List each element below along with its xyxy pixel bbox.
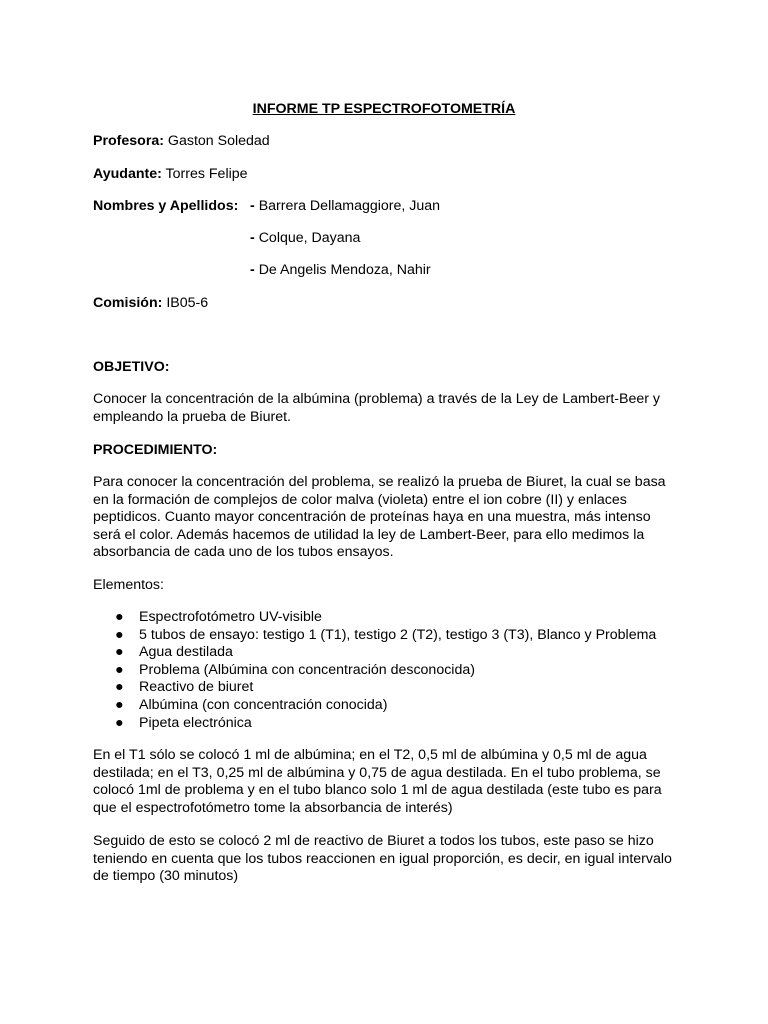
paragraph-line: de tiempo (30 minutos) [93,868,239,885]
list-item-text: Pipeta electrónica [139,714,252,731]
paragraph-line: En el T1 sólo se colocó 1 ml de albúmina; en el T2, 0,5 ml de albúmina y 0,5 ml de agua [93,747,647,763]
list-item [93,609,656,627]
list-item [93,644,656,662]
bullet-icon: ● [115,696,124,713]
comision-value: IB05-6 [166,295,209,311]
bullet-icon: ● [115,626,124,643]
paragraph-line: peptidicos. Cuanto mayor concentración de proteínas haya en una muestra, más intenso [93,509,651,526]
paragraph-line: será el color. Además hacemos de utilidad la ley de Lambert-Beer, para ello medimos la [93,526,645,543]
paragraph-line: en la formación de complejos de color malva (violeta) entre el ion cobre (II) y enlaces [93,491,627,508]
list-item [93,715,656,733]
paragraph-line: Para conocer la concentración del problema, se realizó la prueba de Biuret, la cual se basa [93,474,666,490]
ayudante-label: Ayudante: [93,166,162,182]
nombre-item-2 [250,230,360,248]
document-title: INFORME TP ESPECTROFOTOMETRÍA [252,101,516,117]
paragraph-line: colocó 1ml de problema y en el tubo blanco solo 1 ml de agua destilada (este tubo es para [93,782,662,799]
procedimiento-paragraph [93,474,683,562]
nombre-item-1 [250,198,440,216]
list-item [93,697,656,715]
bullet-icon: ● [115,661,124,678]
list-item [93,627,656,645]
list-item-text: Espectrofotómetro UV-visible [139,609,322,625]
nombre-dash: - [250,198,255,214]
list-item-text: 5 tubos de ensayo: testigo 1 (T1), testigo 2 (T2), testigo 3 (T3), Blanco y Problema [139,626,657,643]
paragraph-line: destilada; en el T3, 0,25 ml de albúmina y 0,75 de agua destilada. En el tubo problema, se [93,764,661,781]
nombres-label-line [93,198,238,216]
paragraph-line: Seguido de esto se colocó 2 ml de reactivo de Biuret a todos los tubos, este paso se hizo [93,833,654,849]
objetivo-paragraph [93,391,683,426]
bullet-icon: ● [115,714,124,731]
tubos-paragraph [93,747,683,817]
ayudante-value: Torres Felipe [165,166,248,182]
nombre-text: Colque, Dayana [258,230,361,246]
bullet-icon: ● [115,644,124,661]
paragraph-line: Conocer la concentración de la albúmina (problema) a través de la Ley de Lambert-Beer y [93,391,661,407]
biuret-paragraph [93,833,683,886]
comision-line [93,295,208,313]
list-item [93,679,656,697]
ayudante-line [93,166,248,184]
paragraph-line: teniendo en cuenta que los tubos reaccionen en igual proporción, es decir, en igual intervalo [93,850,672,867]
profesora-value: Gaston Soledad [167,133,270,149]
procedimiento-heading: PROCEDIMIENTO: [93,442,218,458]
comision-label: Comisión: [93,295,163,311]
profesora-line [93,133,270,151]
paragraph-line: que el espectrofotómetro tome la absorbancia de interés) [93,799,453,816]
nombre-dash: - [250,262,255,278]
list-item-text: Reactivo de biuret [139,679,254,696]
profesora-label: Profesora: [93,133,164,149]
elementos-list [93,609,656,732]
nombre-text: Barrera Dellamaggiore, Juan [258,198,441,214]
bullet-icon: ● [115,679,124,696]
objetivo-heading: OBJETIVO: [93,359,170,375]
nombre-text: De Angelis Mendoza, Nahir [258,262,431,278]
bullet-icon: ● [115,609,124,625]
paragraph-line: empleando la prueba de Biuret. [93,408,291,425]
nombres-label: Nombres y Apellidos: [93,198,239,214]
nombre-dash: - [250,230,255,246]
list-item-text: Problema (Albúmina con concentración desconocida) [139,661,475,678]
paragraph-line: absorbancia de cada uno de los tubos ensayos. [93,544,394,561]
list-item [93,662,656,680]
nombre-item-3 [250,262,431,280]
elementos-heading: Elementos: [93,577,164,593]
list-item-text: Albúmina (con concentración conocida) [139,696,388,713]
list-item-text: Agua destilada [139,644,233,661]
